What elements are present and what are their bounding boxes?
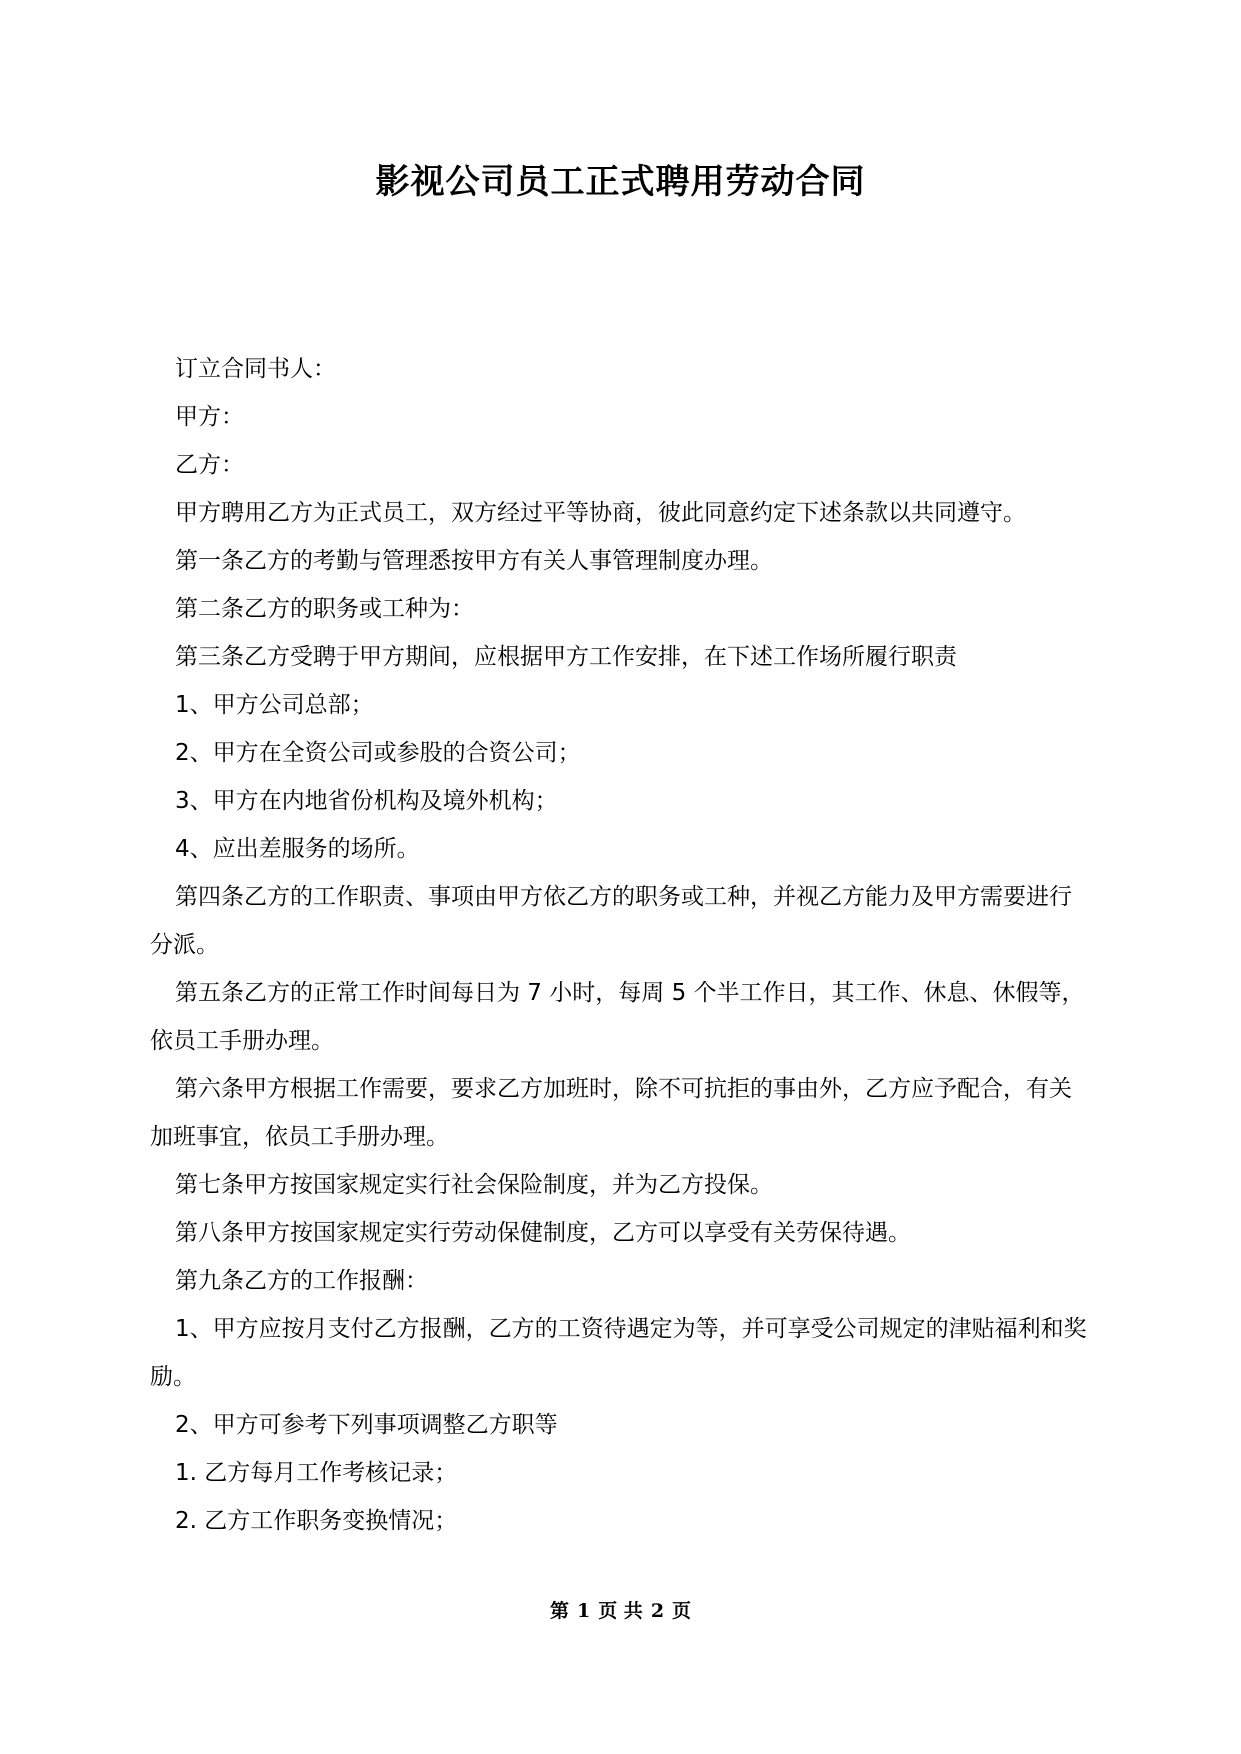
paragraph: 第一条乙方的考勤与管理悉按甲方有关人事管理制度办理。 <box>175 548 773 574</box>
list-item: 1、甲方公司总部； <box>175 692 374 718</box>
paragraph: 订立合同书人： <box>175 356 336 382</box>
paragraph: 第二条乙方的职务或工种为： <box>175 596 474 622</box>
list-item: 1、甲方应按月支付乙方报酬，乙方的工资待遇定为等，并可享受公司规定的津贴福利和奖励。 <box>150 1316 1087 1390</box>
list-item: 2. 乙方工作职务变换情况； <box>175 1508 458 1534</box>
paragraph: 第八条甲方按国家规定实行劳动保健制度，乙方可以享受有关劳保待遇。 <box>175 1220 911 1246</box>
list-item: 2、甲方在全资公司或参股的合资公司； <box>175 740 581 766</box>
footer-suffix: 页 <box>672 1600 692 1622</box>
footer-prefix: 第 <box>549 1600 569 1622</box>
list-item: 2、甲方可参考下列事项调整乙方职等 <box>175 1412 558 1438</box>
paragraph: 第四条乙方的工作职责、事项由甲方依乙方的职务或工种，并视乙方能力及甲方需要进行分派。 <box>150 884 1072 958</box>
list-item: 4、应出差服务的场所。 <box>175 836 420 862</box>
paragraph: 第五条乙方的正常工作时间每日为 7 小时，每周 5 个半工作日，其工作、休息、休假等，依员工手册办理。 <box>150 980 1085 1054</box>
footer-middle: 页 共 <box>598 1600 643 1622</box>
list-item: 1. 乙方每月工作考核记录； <box>175 1460 458 1486</box>
page-footer <box>0 1597 1241 1625</box>
paragraph: 第七条甲方按国家规定实行社会保险制度，并为乙方投保。 <box>175 1172 773 1198</box>
paragraph: 第三条乙方受聘于甲方期间，应根据甲方工作安排，在下述工作场所履行职责 <box>175 644 957 670</box>
paragraph: 乙方： <box>175 452 244 478</box>
paragraph: 甲方聘用乙方为正式员工，双方经过平等协商，彼此同意约定下述条款以共同遵守。 <box>175 500 1026 526</box>
paragraph: 第六条甲方根据工作需要，要求乙方加班时，除不可抗拒的事由外，乙方应予配合，有关加班事宜，依员工手册办理。 <box>150 1076 1072 1150</box>
list-item: 3、甲方在内地省份机构及境外机构； <box>175 788 558 814</box>
paragraph: 甲方： <box>175 404 244 430</box>
paragraph: 第九条乙方的工作报酬： <box>175 1268 428 1294</box>
document-title: 影视公司员工正式聘用劳动合同 <box>375 162 866 202</box>
footer-total-pages: 2 <box>650 1600 665 1622</box>
document-body <box>150 345 1090 1545</box>
footer-page-number: 1 <box>576 1600 591 1622</box>
